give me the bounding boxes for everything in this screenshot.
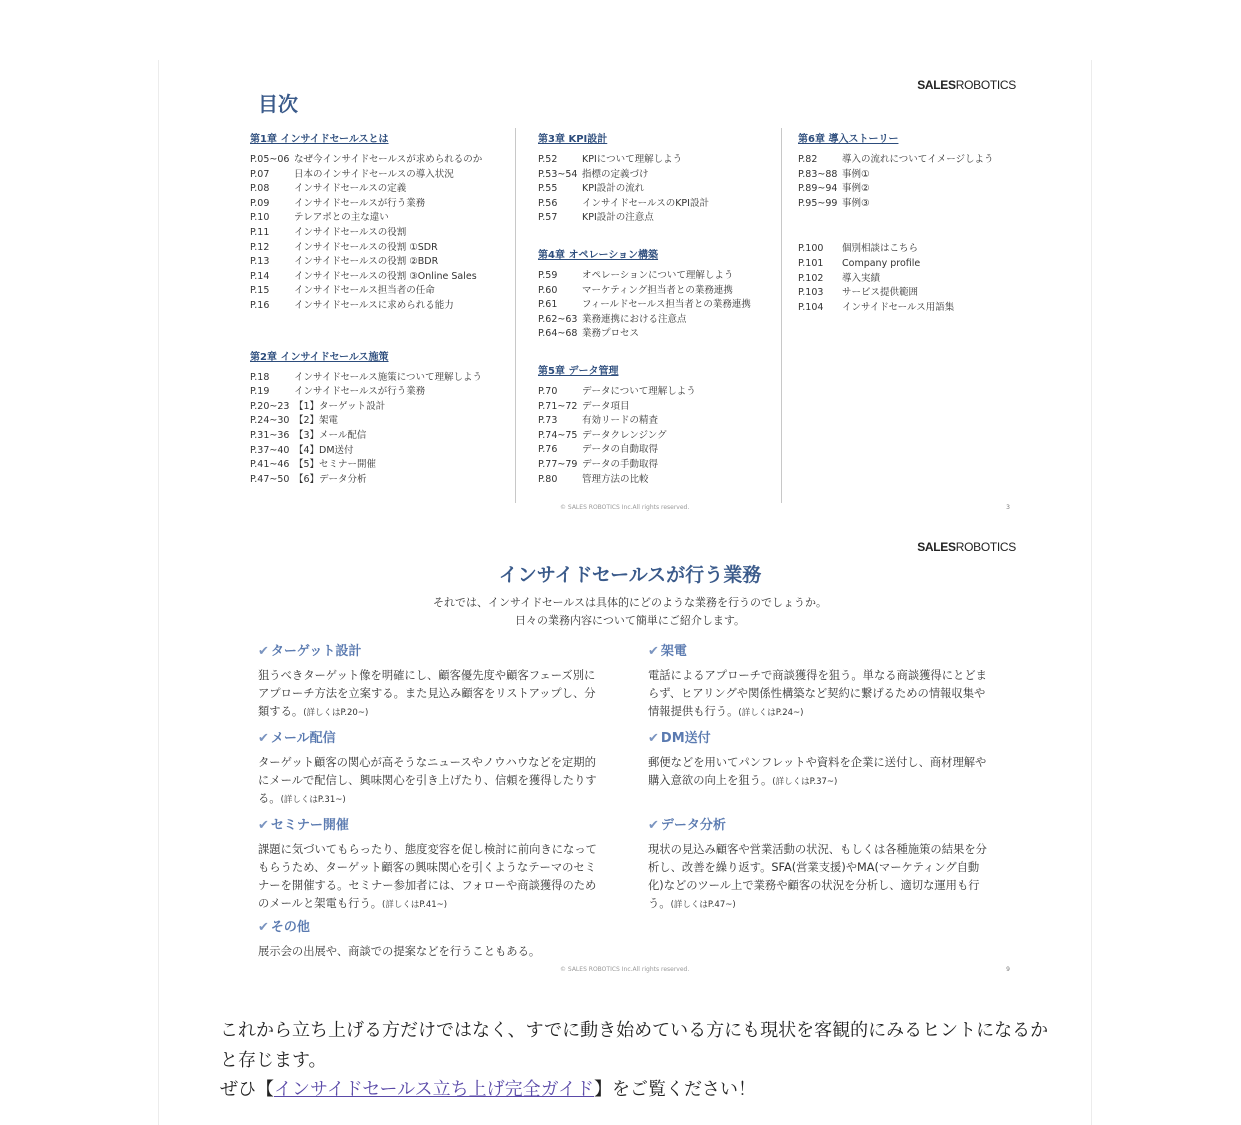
toc-page-ref: P.08 bbox=[250, 183, 270, 195]
toc-entry-title: 有効リードの精査 bbox=[582, 415, 659, 427]
toc-page-ref: P.62~63 bbox=[538, 313, 578, 325]
toc-page-ref: P.89~94 bbox=[798, 183, 838, 195]
toc-page-ref: P.59 bbox=[538, 269, 558, 281]
business-item-body: 課題に気づいてもらったり、態度変容を促し検討に前向きになってもらうため、ターゲット顧客の興味関心を引くようなテーマのセミナーを開催する。セミナー参加者には、フォローや商談獲得のためのメールと架電も行う。(詳しくはP.41~) bbox=[258, 843, 597, 910]
business-item-body: 展示会の出展や、商談での提案などを行うこともある。 bbox=[258, 945, 541, 958]
copyright: © SALES ROBOTICS Inc.All rights reserved. bbox=[560, 966, 690, 973]
business-item-body: 現状の見込み顧客や営業活動の状況、もしくは各種施策の結果を分析し、改善を繰り返す。SFA(営業支援)やMA(マーケティング自動化)などのツール上で業務や顧客の状況を分析し、適切な運用も行う。(詳しくはP.47~) bbox=[648, 843, 987, 910]
toc-entry-title: データクレンジング bbox=[582, 429, 667, 441]
toc-page-ref: P.18 bbox=[250, 371, 270, 383]
business-item bbox=[648, 640, 993, 722]
toc-entry bbox=[250, 371, 510, 386]
business-item bbox=[258, 640, 603, 722]
toc-column-3 bbox=[798, 130, 1018, 345]
toc-entry-title: インサイドセールスの役割 ③Online Sales bbox=[294, 270, 477, 282]
toc-entry-title: インサイドセールスの役割 bbox=[294, 226, 407, 238]
toc-section bbox=[250, 130, 510, 314]
toc-entry bbox=[250, 153, 510, 168]
toc-entry-title: インサイドセールス用語集 bbox=[842, 301, 955, 313]
toc-entry-title: 管理方法の比較 bbox=[582, 473, 649, 485]
toc-page-ref: P.10 bbox=[250, 212, 270, 224]
toc-entry bbox=[250, 414, 510, 429]
toc-page-ref: P.07 bbox=[250, 168, 270, 180]
toc-entry-title: 導入実績 bbox=[842, 272, 881, 284]
toc-entry bbox=[798, 242, 1018, 257]
toc-entry-title: 業務連携における注意点 bbox=[582, 313, 687, 325]
toc-entry bbox=[538, 327, 788, 342]
check-icon: ✔ bbox=[258, 818, 269, 833]
business-item-title: ✔ セミナー開催 bbox=[258, 818, 349, 833]
toc-page-ref: P.19 bbox=[250, 386, 270, 398]
chapter-heading: 第2章 インサイドセールス施策 bbox=[250, 351, 389, 363]
toc-entry-title: KPI設計の注意点 bbox=[582, 212, 654, 224]
toc-entry bbox=[538, 284, 788, 299]
toc-section bbox=[538, 362, 788, 487]
business-item-title: ✔ 架電 bbox=[648, 644, 687, 659]
business-item-body: 電話によるアプローチで商談獲得を狙う。単なる商談獲得にとどまらず、ヒアリングや関係性構築など契約に繋げるための情報収集や情報提供も行う。(詳しくはP.24~) bbox=[648, 669, 987, 718]
toc-entry bbox=[250, 299, 510, 314]
toc-column-2 bbox=[538, 130, 788, 517]
toc-entry bbox=[798, 257, 1018, 272]
toc-entry-title: 【3】メール配信 bbox=[294, 429, 367, 441]
toc-entry bbox=[798, 153, 1018, 168]
toc-entry bbox=[538, 429, 788, 444]
toc-entry bbox=[250, 168, 510, 183]
toc-entry bbox=[250, 241, 510, 256]
page-reference: (詳しくはP.24~) bbox=[738, 708, 804, 718]
toc-entry-title: 事例① bbox=[842, 168, 870, 180]
toc-page-ref: P.80 bbox=[538, 473, 558, 485]
toc-page-ref: P.56 bbox=[538, 197, 558, 209]
business-item bbox=[648, 814, 993, 914]
business-item-body: 狙うべきターゲット像を明確にし、顧客優先度や顧客フェーズ別にアプローチ方法を立案する。また見込み顧客をリストアップし、分類する。(詳しくはP.20~) bbox=[258, 669, 596, 718]
paragraph-text: これから立ち上げる方だけではなく、すでに動き始めている方にも現状を客観的にみるヒントになるかと存じます。 bbox=[220, 1020, 1049, 1071]
toc-page-ref: P.13 bbox=[250, 256, 270, 268]
toc-entry-title: データについて理解しよう bbox=[582, 385, 696, 397]
toc-entry bbox=[538, 269, 788, 284]
toc-entry-title: KPIについて理解しよう bbox=[582, 154, 683, 165]
toc-entry bbox=[250, 429, 510, 444]
toc-entry bbox=[538, 182, 788, 197]
toc-entry bbox=[798, 197, 1018, 212]
toc-page-ref: P.104 bbox=[798, 301, 824, 313]
toc-entry bbox=[250, 226, 510, 241]
toc-entry bbox=[538, 313, 788, 328]
toc-entry bbox=[250, 458, 510, 473]
guide-cta: ぜひ【インサイドセールス立ち上げ完全ガイド】をご覧ください！ bbox=[220, 1079, 757, 1100]
page-reference: (詳しくはP.47~) bbox=[670, 900, 736, 910]
toc-page-ref: P.09 bbox=[250, 197, 270, 209]
toc-page-ref: P.24~30 bbox=[250, 415, 290, 427]
check-icon: ✔ bbox=[648, 818, 659, 833]
toc-entry-title: インサイドセールスが行う業務 bbox=[294, 386, 426, 398]
toc-entry bbox=[250, 255, 510, 270]
toc-entry bbox=[538, 400, 788, 415]
toc-page-ref: P.52 bbox=[538, 154, 558, 165]
toc-page-ref: P.77~79 bbox=[538, 458, 578, 470]
toc-entry-title: インサイドセールス担当者の任命 bbox=[294, 285, 435, 297]
toc-entry bbox=[250, 400, 510, 415]
check-icon: ✔ bbox=[648, 731, 659, 746]
toc-entry bbox=[798, 301, 1018, 316]
toc-page-ref: P.64~68 bbox=[538, 328, 578, 340]
chapter-heading: 第5章 データ管理 bbox=[538, 365, 619, 377]
business-item-title: ✔ その他 bbox=[258, 920, 310, 935]
toc-page-ref: P.102 bbox=[798, 272, 824, 284]
business-item bbox=[648, 727, 993, 791]
copyright: © SALES ROBOTICS Inc.All rights reserved. bbox=[560, 504, 690, 511]
toc-entry-title: Company profile bbox=[842, 257, 921, 269]
toc-entry-title: 【4】DM送付 bbox=[294, 444, 354, 456]
toc-page-ref: P.41~46 bbox=[250, 459, 290, 471]
chapter-heading: 第3章 KPI設計 bbox=[538, 134, 608, 145]
slide-title: インサイドセールスが行う業務 bbox=[498, 564, 762, 586]
toc-entry-title: 導入の流れについてイメージしよう bbox=[842, 154, 994, 165]
toc-page-ref: P.100 bbox=[798, 243, 824, 255]
toc-entry bbox=[538, 211, 788, 226]
toc-entry bbox=[250, 182, 510, 197]
business-item-title: ✔ メール配信 bbox=[258, 731, 336, 746]
chapter-heading: 第4章 オペレーション構築 bbox=[538, 249, 659, 261]
check-icon: ✔ bbox=[258, 731, 269, 746]
toc-page-ref: P.14 bbox=[250, 270, 270, 282]
toc-entry bbox=[250, 284, 510, 299]
toc-page-ref: P.15 bbox=[250, 285, 270, 297]
toc-entry-title: フィールドセールス担当者との業務連携 bbox=[582, 299, 751, 311]
toc-entry-title: インサイドセールスのKPI設計 bbox=[582, 197, 709, 209]
toc-page-ref: P.70 bbox=[538, 385, 558, 397]
chapter-heading: 第6章 導入ストーリー bbox=[798, 134, 899, 145]
toc-page-ref: P.101 bbox=[798, 257, 824, 269]
toc-entry-title: 業務プロセス bbox=[582, 328, 640, 340]
toc-entry bbox=[798, 286, 1018, 301]
toc-entry-title: 事例③ bbox=[842, 197, 870, 209]
toc-entry-title: サービス提供範囲 bbox=[842, 287, 919, 299]
toc-section bbox=[250, 348, 510, 488]
toc-entry bbox=[798, 182, 1018, 197]
toc-page-ref: P.31~36 bbox=[250, 429, 290, 441]
page-reference: (詳しくはP.31~) bbox=[280, 795, 346, 805]
business-item bbox=[258, 916, 603, 962]
toc-page-ref: P.71~72 bbox=[538, 400, 578, 412]
page-number: 3 bbox=[1006, 504, 1010, 511]
toc-page-ref: P.57 bbox=[538, 212, 558, 224]
toc-entry bbox=[538, 385, 788, 400]
toc-entry bbox=[250, 197, 510, 212]
toc-entry bbox=[538, 168, 788, 183]
sales-robotics-logo: SALESROBOTICS bbox=[917, 78, 1016, 92]
toc-page-ref: P.16 bbox=[250, 299, 270, 311]
toc-entry-title: 指標の定義づけ bbox=[582, 168, 649, 180]
toc-page-ref: P.37~40 bbox=[250, 444, 290, 456]
toc-section bbox=[538, 130, 788, 226]
toc-entry bbox=[538, 197, 788, 212]
sales-robotics-logo: SALESROBOTICS bbox=[917, 540, 1016, 554]
toc-entry bbox=[250, 270, 510, 285]
toc-entry bbox=[250, 385, 510, 400]
toc-entry-title: KPI設計の流れ bbox=[582, 183, 645, 195]
toc-page-ref: P.55 bbox=[538, 183, 558, 195]
business-item-body: ターゲット顧客の関心が高そうなニュースやノウハウなどを定期的にメールで配信し、興味関心を引き上げたり、信頼を獲得したりする。(詳しくはP.31~) bbox=[258, 756, 597, 805]
toc-entry bbox=[798, 272, 1018, 287]
toc-entry-title: インサイドセールスが行う業務 bbox=[294, 197, 426, 209]
toc-entry-title: オペレーションについて理解しよう bbox=[582, 269, 734, 281]
column-divider bbox=[515, 128, 516, 503]
toc-entry bbox=[538, 414, 788, 429]
toc-page-ref: P.20~23 bbox=[250, 400, 290, 412]
guide-link[interactable]: インサイドセールス立ち上げ完全ガイド bbox=[274, 1079, 595, 1100]
page-number: 9 bbox=[1006, 966, 1010, 973]
toc-entry bbox=[250, 444, 510, 459]
toc-entry-title: インサイドセールスの役割 ②BDR bbox=[294, 256, 439, 268]
toc-page-ref: P.53~54 bbox=[538, 168, 578, 180]
toc-entry-title: 事例② bbox=[842, 183, 870, 195]
page-reference: (詳しくはP.20~) bbox=[303, 708, 369, 718]
toc-entry-title: 日本のインサイドセールスの導入状況 bbox=[294, 168, 454, 180]
page-reference: (詳しくはP.41~) bbox=[382, 900, 448, 910]
business-item-title: ✔ データ分析 bbox=[648, 818, 726, 833]
toc-entry-title: 【1】ターゲット設計 bbox=[294, 400, 386, 412]
toc-entry-title: 【6】データ分析 bbox=[294, 473, 367, 485]
check-icon: ✔ bbox=[258, 644, 269, 659]
toc-page-ref: P.83~88 bbox=[798, 168, 838, 180]
business-item bbox=[258, 727, 603, 809]
toc-entry bbox=[538, 298, 788, 313]
toc-entry bbox=[538, 153, 788, 168]
toc-entry bbox=[538, 458, 788, 473]
toc-slide bbox=[230, 68, 1030, 518]
toc-entry bbox=[538, 443, 788, 458]
toc-section bbox=[798, 242, 1018, 315]
business-item-body: 郵便などを用いてパンフレットや資料を企業に送付し、商材理解や購入意欲の向上を狙う。(詳しくはP.37~) bbox=[648, 756, 987, 787]
business-slide bbox=[230, 530, 1030, 980]
check-icon: ✔ bbox=[648, 644, 659, 659]
business-item-title: ✔ DM送付 bbox=[648, 731, 711, 746]
toc-entry-title: 個別相談はこちら bbox=[842, 243, 919, 255]
page-reference: (詳しくはP.37~) bbox=[772, 777, 838, 787]
toc-page-ref: P.76 bbox=[538, 444, 558, 456]
toc-page-ref: P.103 bbox=[798, 287, 824, 299]
toc-page-ref: P.47~50 bbox=[250, 473, 290, 485]
toc-page-ref: P.60 bbox=[538, 284, 558, 296]
toc-page-ref: P.73 bbox=[538, 415, 558, 427]
toc-entry-title: インサイドセールス施策について理解しよう bbox=[294, 371, 483, 383]
toc-entry-title: インサイドセールスに求められる能力 bbox=[294, 299, 454, 311]
toc-section bbox=[798, 130, 1018, 211]
toc-page-ref: P.61 bbox=[538, 299, 558, 311]
business-item-title: ✔ ターゲット設計 bbox=[258, 644, 362, 659]
toc-page-ref: P.05~06 bbox=[250, 154, 290, 165]
toc-entry-title: インサイドセールスの定義 bbox=[294, 183, 407, 195]
toc-entry bbox=[798, 168, 1018, 183]
business-item bbox=[258, 814, 603, 914]
toc-page-ref: P.74~75 bbox=[538, 429, 578, 441]
toc-entry-title: インサイドセールスの役割 ①SDR bbox=[294, 241, 438, 253]
chapter-heading: 第1章 インサイドセールスとは bbox=[250, 134, 389, 145]
toc-entry-title: データの自動取得 bbox=[582, 444, 659, 456]
toc-column-1 bbox=[250, 130, 510, 517]
toc-entry-title: なぜ今インサイドセールスが求められるのか bbox=[294, 154, 483, 165]
toc-title: 目次 bbox=[258, 92, 298, 116]
toc-page-ref: P.12 bbox=[250, 241, 270, 253]
toc-entry bbox=[538, 473, 788, 488]
toc-entry bbox=[250, 211, 510, 226]
toc-entry-title: データ項目 bbox=[582, 400, 630, 412]
toc-entry-title: データの手動取得 bbox=[582, 458, 659, 470]
toc-section bbox=[538, 246, 788, 342]
toc-entry-title: 【2】架電 bbox=[294, 415, 339, 427]
toc-entry-title: 【5】セミナー開催 bbox=[294, 459, 377, 471]
toc-page-ref: P.82 bbox=[798, 154, 818, 165]
slide-intro: それでは、インサイドセールスは具体的にどのような業務を行うのでしょうか。 日々の業務内容について簡単にご紹介します。 bbox=[433, 596, 827, 627]
check-icon: ✔ bbox=[258, 920, 269, 935]
toc-entry-title: テレアポとの主な違い bbox=[294, 212, 389, 224]
article-paragraph bbox=[220, 1016, 1050, 1105]
toc-entry-title: マーケティング担当者との業務連携 bbox=[582, 284, 733, 296]
toc-page-ref: P.11 bbox=[250, 226, 270, 238]
toc-page-ref: P.95~99 bbox=[798, 197, 838, 209]
toc-entry bbox=[250, 473, 510, 488]
